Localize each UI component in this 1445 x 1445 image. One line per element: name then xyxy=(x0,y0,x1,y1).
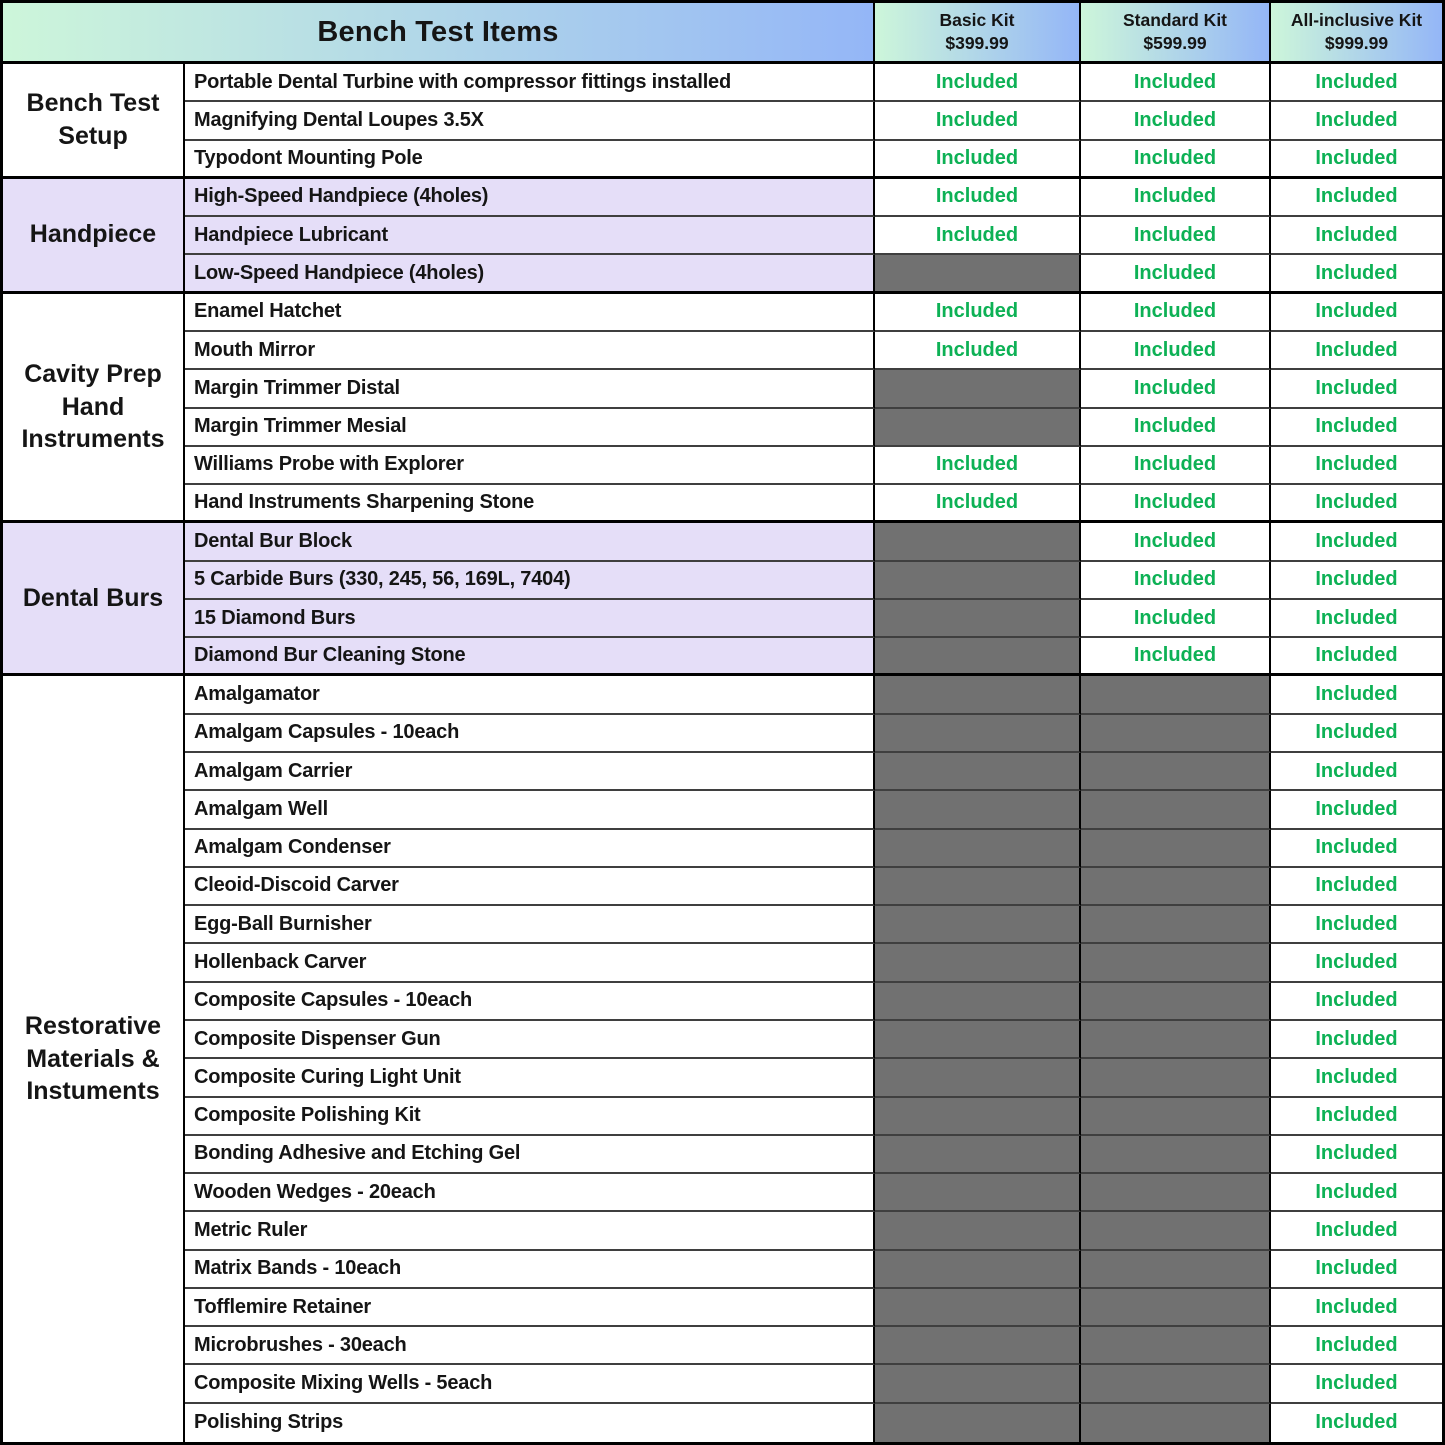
item-cell: Typodont Mounting Pole xyxy=(185,141,875,179)
item-cell: Portable Dental Turbine with compressor fittings installed xyxy=(185,64,875,102)
not-included-cell xyxy=(1081,944,1271,982)
group-cell-1: Handpiece xyxy=(3,179,185,294)
included-cell: Included xyxy=(1271,830,1442,868)
not-included-cell xyxy=(875,562,1081,600)
not-included-cell xyxy=(875,753,1081,791)
not-included-cell xyxy=(875,1251,1081,1289)
not-included-cell xyxy=(875,370,1081,408)
included-cell: Included xyxy=(1271,255,1442,293)
included-cell: Included xyxy=(1271,294,1442,332)
item-cell: Amalgam Condenser xyxy=(185,830,875,868)
not-included-cell xyxy=(1081,868,1271,906)
included-cell: Included xyxy=(1081,409,1271,447)
included-cell: Included xyxy=(875,217,1081,255)
item-cell: Williams Probe with Explorer xyxy=(185,447,875,485)
included-cell: Included xyxy=(1271,944,1442,982)
included-cell: Included xyxy=(1081,141,1271,179)
included-cell: Included xyxy=(1271,1021,1442,1059)
kit-header-all-inclusive xyxy=(1271,3,1442,64)
included-cell: Included xyxy=(1271,676,1442,714)
group-cell-3: Dental Burs xyxy=(3,523,185,676)
included-cell: Included xyxy=(875,179,1081,217)
item-cell: Mouth Mirror xyxy=(185,332,875,370)
included-cell: Included xyxy=(1271,179,1442,217)
included-cell: Included xyxy=(1271,715,1442,753)
included-cell: Included xyxy=(1271,217,1442,255)
included-cell: Included xyxy=(1081,485,1271,523)
kit-price: $999.99 xyxy=(1324,33,1389,53)
not-included-cell xyxy=(875,830,1081,868)
kit-header-standard xyxy=(1081,3,1271,64)
not-included-cell xyxy=(875,1365,1081,1403)
item-cell: Matrix Bands - 10each xyxy=(185,1251,875,1289)
included-cell: Included xyxy=(1271,906,1442,944)
included-cell: Included xyxy=(875,294,1081,332)
included-cell: Included xyxy=(875,447,1081,485)
not-included-cell xyxy=(875,944,1081,982)
item-cell: 5 Carbide Burs (330, 245, 56, 169L, 7404) xyxy=(185,562,875,600)
included-cell: Included xyxy=(1081,638,1271,676)
not-included-cell xyxy=(1081,1174,1271,1212)
kit-name: Standard Kit xyxy=(1122,10,1228,31)
not-included-cell xyxy=(875,1327,1081,1365)
included-cell: Included xyxy=(1081,217,1271,255)
item-cell: Cleoid-Discoid Carver xyxy=(185,868,875,906)
not-included-cell xyxy=(1081,1404,1271,1442)
not-included-cell xyxy=(1081,1021,1271,1059)
not-included-cell xyxy=(875,523,1081,561)
item-cell: Metric Ruler xyxy=(185,1212,875,1250)
not-included-cell xyxy=(875,1404,1081,1442)
included-cell: Included xyxy=(1271,1136,1442,1174)
included-cell: Included xyxy=(875,332,1081,370)
included-cell: Included xyxy=(1271,753,1442,791)
included-cell: Included xyxy=(1271,1059,1442,1097)
included-cell: Included xyxy=(1081,294,1271,332)
item-cell: Composite Dispenser Gun xyxy=(185,1021,875,1059)
not-included-cell xyxy=(875,791,1081,829)
included-cell: Included xyxy=(1271,1404,1442,1442)
not-included-cell xyxy=(875,983,1081,1021)
included-cell: Included xyxy=(875,485,1081,523)
not-included-cell xyxy=(875,868,1081,906)
not-included-cell xyxy=(875,676,1081,714)
not-included-cell xyxy=(875,1098,1081,1136)
included-cell: Included xyxy=(1271,638,1442,676)
group-cell-4: Restorative Materials & Instuments xyxy=(3,676,185,1442)
included-cell: Included xyxy=(1271,562,1442,600)
item-cell: Bonding Adhesive and Etching Gel xyxy=(185,1136,875,1174)
item-cell: Composite Capsules - 10each xyxy=(185,983,875,1021)
included-cell: Included xyxy=(1081,255,1271,293)
included-cell: Included xyxy=(1271,983,1442,1021)
not-included-cell xyxy=(875,638,1081,676)
included-cell: Included xyxy=(1271,600,1442,638)
item-cell: Diamond Bur Cleaning Stone xyxy=(185,638,875,676)
included-cell: Included xyxy=(1271,523,1442,561)
not-included-cell xyxy=(875,1059,1081,1097)
included-cell: Included xyxy=(1271,102,1442,140)
included-cell: Included xyxy=(1081,523,1271,561)
kit-price: $399.99 xyxy=(945,33,1009,53)
not-included-cell xyxy=(875,409,1081,447)
not-included-cell xyxy=(1081,676,1271,714)
included-cell: Included xyxy=(1271,370,1442,408)
item-cell: Margin Trimmer Mesial xyxy=(185,409,875,447)
included-cell: Included xyxy=(1271,485,1442,523)
item-cell: Polishing Strips xyxy=(185,1404,875,1442)
included-cell: Included xyxy=(1271,409,1442,447)
item-cell: Magnifying Dental Loupes 3.5X xyxy=(185,102,875,140)
included-cell: Included xyxy=(1081,179,1271,217)
not-included-cell xyxy=(875,1136,1081,1174)
item-cell: Wooden Wedges - 20each xyxy=(185,1174,875,1212)
included-cell: Included xyxy=(1271,868,1442,906)
included-cell: Included xyxy=(1271,1174,1442,1212)
included-cell: Included xyxy=(1081,64,1271,102)
included-cell: Included xyxy=(1271,1098,1442,1136)
item-cell: Low-Speed Handpiece (4holes) xyxy=(185,255,875,293)
included-cell: Included xyxy=(1081,600,1271,638)
not-included-cell xyxy=(1081,1251,1271,1289)
not-included-cell xyxy=(875,1289,1081,1327)
included-cell: Included xyxy=(1271,1251,1442,1289)
included-cell: Included xyxy=(1081,370,1271,408)
not-included-cell xyxy=(1081,1327,1271,1365)
included-cell: Included xyxy=(1271,141,1442,179)
kit-price: $599.99 xyxy=(1143,33,1207,53)
item-cell: Tofflemire Retainer xyxy=(185,1289,875,1327)
not-included-cell xyxy=(875,906,1081,944)
item-cell: Composite Curing Light Unit xyxy=(185,1059,875,1097)
item-cell: Amalgam Well xyxy=(185,791,875,829)
included-cell: Included xyxy=(1081,332,1271,370)
not-included-cell xyxy=(875,600,1081,638)
included-cell: Included xyxy=(1271,791,1442,829)
group-cell-0: Bench Test Setup xyxy=(3,64,185,179)
included-cell: Included xyxy=(875,141,1081,179)
kit-header-basic xyxy=(875,3,1081,64)
not-included-cell xyxy=(1081,1136,1271,1174)
not-included-cell xyxy=(1081,791,1271,829)
not-included-cell xyxy=(875,715,1081,753)
item-cell: Hollenback Carver xyxy=(185,944,875,982)
included-cell: Included xyxy=(1271,1327,1442,1365)
not-included-cell xyxy=(1081,1212,1271,1250)
included-cell: Included xyxy=(1271,332,1442,370)
item-cell: Enamel Hatchet xyxy=(185,294,875,332)
not-included-cell xyxy=(1081,983,1271,1021)
not-included-cell xyxy=(1081,830,1271,868)
item-cell: Composite Mixing Wells - 5each xyxy=(185,1365,875,1403)
item-cell: Hand Instruments Sharpening Stone xyxy=(185,485,875,523)
kit-name: All-inclusive Kit xyxy=(1290,10,1423,31)
item-cell: Amalgam Capsules - 10each xyxy=(185,715,875,753)
included-cell: Included xyxy=(1271,447,1442,485)
included-cell: Included xyxy=(1271,64,1442,102)
item-cell: 15 Diamond Burs xyxy=(185,600,875,638)
not-included-cell xyxy=(1081,1059,1271,1097)
not-included-cell xyxy=(1081,753,1271,791)
included-cell: Included xyxy=(1271,1212,1442,1250)
item-cell: Composite Polishing Kit xyxy=(185,1098,875,1136)
not-included-cell xyxy=(1081,1289,1271,1327)
item-cell: Microbrushes - 30each xyxy=(185,1327,875,1365)
not-included-cell xyxy=(1081,906,1271,944)
included-cell: Included xyxy=(1081,562,1271,600)
not-included-cell xyxy=(1081,1098,1271,1136)
included-cell: Included xyxy=(875,102,1081,140)
not-included-cell xyxy=(875,1212,1081,1250)
included-cell: Included xyxy=(1271,1289,1442,1327)
included-cell: Included xyxy=(1081,102,1271,140)
table-title: Bench Test Items xyxy=(3,3,875,64)
included-cell: Included xyxy=(1271,1365,1442,1403)
kit-name: Basic Kit xyxy=(939,10,1015,31)
item-cell: High-Speed Handpiece (4holes) xyxy=(185,179,875,217)
item-cell: Handpiece Lubricant xyxy=(185,217,875,255)
item-cell: Egg-Ball Burnisher xyxy=(185,906,875,944)
not-included-cell xyxy=(875,1174,1081,1212)
included-cell: Included xyxy=(875,64,1081,102)
item-cell: Amalgamator xyxy=(185,676,875,714)
not-included-cell xyxy=(1081,1365,1271,1403)
item-cell: Amalgam Carrier xyxy=(185,753,875,791)
not-included-cell xyxy=(1081,715,1271,753)
not-included-cell xyxy=(875,1021,1081,1059)
group-cell-2: Cavity Prep Hand Instruments xyxy=(3,294,185,524)
item-cell: Dental Bur Block xyxy=(185,523,875,561)
item-cell: Margin Trimmer Distal xyxy=(185,370,875,408)
not-included-cell xyxy=(875,255,1081,293)
included-cell: Included xyxy=(1081,447,1271,485)
